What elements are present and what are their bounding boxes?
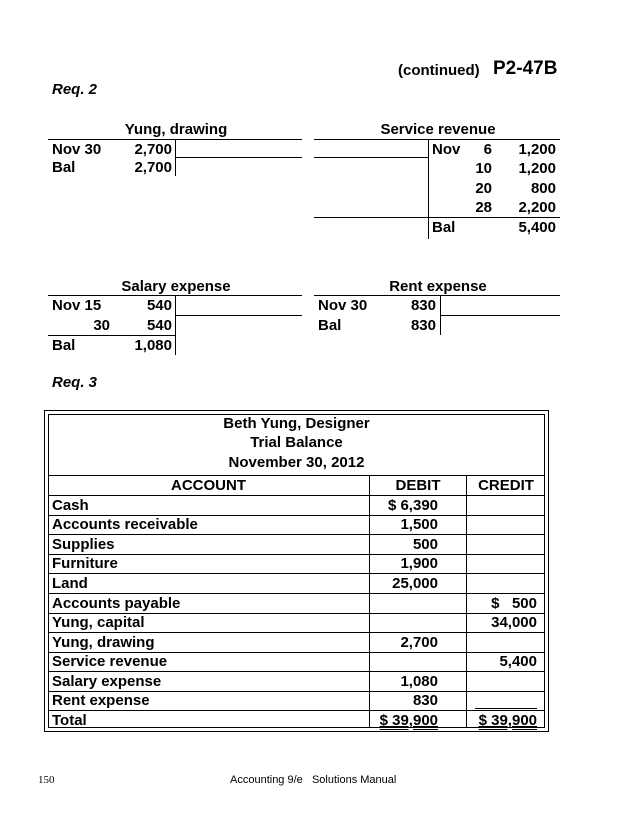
tb-row-account: Accounts receivable	[52, 516, 198, 533]
tb-row-account: Cash	[52, 497, 89, 514]
continued-label: (continued)	[398, 62, 480, 79]
tb-row-debit: 1,080	[400, 673, 438, 690]
t-row-debit: 540	[146, 317, 172, 334]
t-row-date: Nov 15	[52, 297, 102, 314]
tb-date: November 30, 2012	[228, 454, 365, 471]
book-title: Accounting 9/e Solutions Manual	[230, 774, 397, 786]
page-number: 150	[38, 774, 55, 786]
t-row-debit: 830	[410, 317, 436, 334]
tb-report-name: Trial Balance	[250, 434, 343, 451]
tb-row-credit: 5,400	[499, 653, 537, 670]
tb-row-debit: 500	[412, 536, 438, 553]
tb-row-account: Service revenue	[52, 653, 168, 670]
t-row-day: 28	[475, 199, 492, 216]
t-row-date: Nov 30	[52, 141, 102, 158]
tb-row-account: Salary expense	[52, 673, 162, 690]
tb-row-account: Supplies	[52, 536, 115, 553]
tb-row-account: Yung, capital	[52, 614, 145, 631]
tb-row-account-total: Total	[52, 712, 87, 729]
t-row-debit: 2,700	[134, 141, 172, 158]
t-row-date: Bal	[318, 317, 342, 334]
tb-row-account: Yung, drawing	[52, 634, 155, 651]
t-row-day: 6	[483, 141, 492, 158]
tb-total-credit: $ 39,900	[478, 712, 537, 729]
tb-row-account: Furniture	[52, 555, 118, 572]
tb-total-debit: $ 39,900	[379, 712, 438, 729]
t-account-title: Yung, drawing	[124, 121, 228, 138]
t-row-debit: 2,700	[134, 159, 172, 176]
tb-row-account: Land	[52, 575, 88, 592]
tb-row-debit: 2,700	[400, 634, 438, 651]
t-account-title: Salary expense	[121, 278, 231, 295]
tb-row-debit: 830	[412, 692, 438, 709]
t-row-debit: 540	[146, 297, 172, 314]
tb-col-credit: CREDIT	[478, 477, 534, 494]
t-row-credit: 800	[530, 180, 556, 197]
tb-row-debit: 25,000	[392, 575, 438, 592]
t-row-credit: 2,200	[518, 199, 556, 216]
tb-row-credit: 34,000	[491, 614, 537, 631]
t-bal-label: Bal	[432, 219, 456, 236]
tb-col-account: ACCOUNT	[171, 477, 246, 494]
tb-row-account: Rent expense	[52, 692, 150, 709]
t-row-date: Nov 30	[318, 297, 368, 314]
tb-row-debit: 1,500	[400, 516, 438, 533]
t-row-month: Nov	[432, 141, 461, 158]
tb-row-credit: $ 500	[491, 595, 537, 612]
t-row-debit: 830	[410, 297, 436, 314]
t-account-title: Rent expense	[389, 278, 487, 295]
req3-label: Req. 3	[52, 374, 98, 391]
problem-id: P2-47B	[493, 58, 558, 79]
tb-company: Beth Yung, Designer	[223, 415, 370, 432]
t-row-date: 30	[93, 317, 110, 334]
t-row-credit: 1,200	[518, 160, 556, 177]
t-bal-debit: 1,080	[134, 337, 172, 354]
t-row-day: 20	[475, 180, 492, 197]
t-bal-credit: 5,400	[518, 219, 556, 236]
tb-row-debit: $ 6,390	[387, 497, 438, 514]
t-row-day: 10	[475, 160, 492, 177]
tb-col-debit: DEBIT	[395, 477, 441, 494]
t-account-title: Service revenue	[380, 121, 496, 138]
t-bal-label: Bal	[52, 337, 76, 354]
req2-label: Req. 2	[52, 81, 98, 98]
t-row-credit: 1,200	[518, 141, 556, 158]
tb-row-account: Accounts payable	[52, 595, 181, 612]
tb-row-debit: 1,900	[400, 555, 438, 572]
t-row-date: Bal	[52, 159, 76, 176]
